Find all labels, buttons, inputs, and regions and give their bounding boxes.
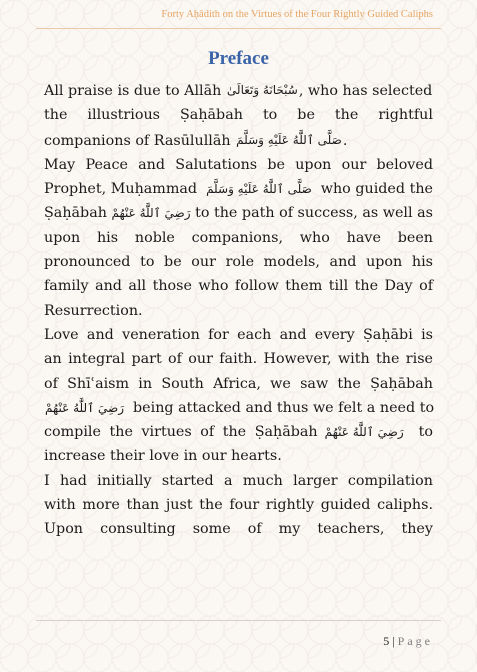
running-header: Forty Aḥādith on the Virtues of the Four Rightly Guided Caliphs [161, 9, 433, 20]
text-line [44, 153, 433, 177]
text-run: to [418, 424, 433, 441]
text-run: May Peace and Salutations be upon our beloved [44, 156, 433, 173]
text-line [44, 128, 433, 153]
text-run: Resurrection. [44, 302, 143, 319]
text-run: pronounced to be our role models, and upon his [44, 254, 433, 271]
word: consulting [100, 521, 176, 538]
page-label: Page [397, 634, 433, 648]
text-line [44, 323, 433, 347]
line-segment [44, 78, 432, 103]
arabic-honorific: رَضِيَ ٱللَّٰهُ عَنْهُمْ [324, 425, 404, 440]
text-line [44, 469, 433, 493]
word: be [297, 107, 315, 124]
text-run: family and all those who follow them till the Day of [44, 278, 433, 295]
text-run: , who has selected [298, 83, 433, 99]
word: Upon [44, 521, 84, 538]
text-run: increase their love in our hearts. [44, 448, 282, 465]
text-run: All praise is due to Allāh [44, 83, 222, 99]
word: my [278, 521, 301, 538]
page-title: Preface [208, 48, 269, 69]
word: Ṣaḥābah [180, 107, 243, 124]
page-number: 5 [383, 634, 390, 648]
word: teachers, [317, 521, 385, 538]
paragraph-1 [44, 78, 433, 153]
text-line [44, 299, 433, 323]
text-line [44, 420, 433, 444]
body-text [44, 78, 433, 542]
word: to [262, 107, 278, 124]
footer-divider [36, 620, 441, 621]
text-run: to the path of success, as well as [195, 205, 433, 222]
word: they [401, 521, 433, 538]
arabic-honorific: رَضِيَ ٱللَّٰهُ عَنْهُمْ [45, 400, 125, 415]
text-line [44, 177, 433, 201]
text-line [44, 396, 433, 420]
arabic-honorific: صَلَّى ٱللَّٰهُ عَلَيْهِ وَسَلَّمَ [236, 132, 342, 147]
text-line [44, 201, 433, 225]
text-run: Prophet, Muḥammad [44, 181, 198, 198]
word: some [192, 521, 231, 538]
word: illustrious [87, 107, 160, 124]
text-line [44, 274, 433, 298]
arabic-honorific: سُبْحَانَهُ وَتَعَالَىٰ [226, 83, 298, 97]
text-line [44, 78, 433, 103]
text-run: Ṣaḥābah [44, 205, 107, 222]
text-line [44, 347, 433, 371]
arabic-honorific: صَلَّى ٱللَّٰهُ عَلَيْهِ وَسَلَّمَ [206, 182, 312, 197]
paragraph-4 [44, 469, 433, 542]
text-run: Love and veneration for each and every Ṣaḥābi is [44, 326, 433, 343]
word: rightful [378, 107, 433, 124]
text-run: of Shīʿaism in South Africa, we saw the Ṣaḥābah [44, 375, 433, 392]
text-run: I had initially started a much larger compilation [44, 472, 433, 489]
text-line [44, 444, 433, 468]
text-line [44, 493, 433, 517]
text-run: upon his noble companions, who have been [44, 229, 433, 246]
paragraph-2 [44, 153, 433, 323]
arabic-honorific: رَضِيَ ٱللَّٰهُ عَنْهُمْ [111, 206, 191, 221]
paragraph-3 [44, 323, 433, 469]
text-run: being attacked and thus we felt a need to [133, 399, 435, 416]
word: of [247, 521, 262, 538]
text-line [44, 517, 433, 541]
footer-separator: | [392, 634, 395, 648]
text-run: who guided the [320, 181, 433, 198]
word: the [44, 107, 68, 124]
text-run: companions of Rasūlullāh [44, 132, 231, 149]
page-footer [383, 634, 433, 649]
text-line [44, 372, 433, 396]
header-divider [36, 28, 441, 29]
text-line [44, 250, 433, 274]
text-line [44, 226, 433, 250]
text-run: with more than just the four rightly guided caliphs. [44, 497, 433, 514]
text-run: . [342, 132, 348, 149]
text-run: compile the virtues of the Ṣaḥābah [44, 424, 318, 441]
text-line [44, 103, 433, 127]
text-run: an integral part of our faith. However, with the rise [44, 351, 433, 368]
word: the [334, 107, 359, 124]
